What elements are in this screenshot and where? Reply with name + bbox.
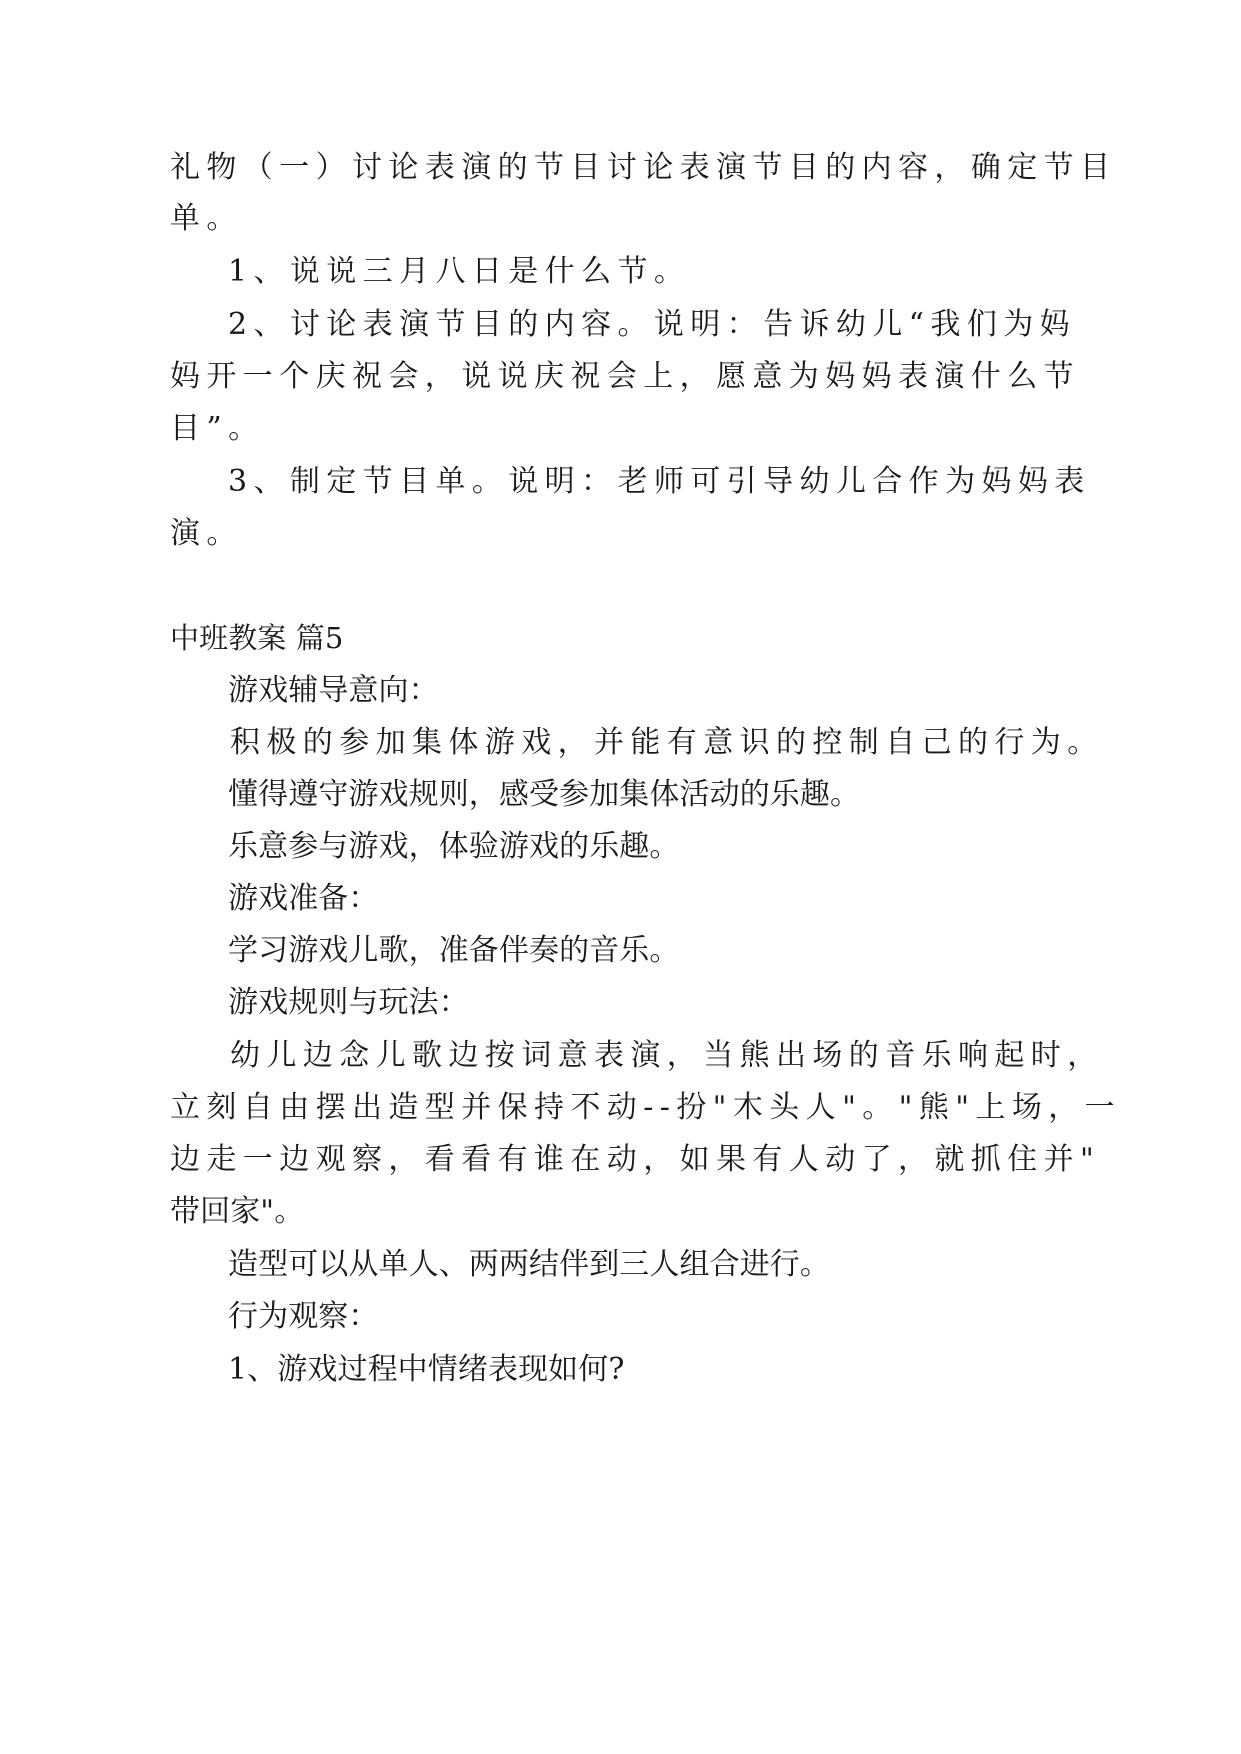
goal-item: 积极的参加集体游戏，并能有意识的控制自己的行为。 bbox=[230, 725, 1104, 760]
list-item: 1、说说三月八日是什么节。 bbox=[228, 254, 691, 289]
paragraph-line: 幼儿边念儿歌边按词意表演，当熊出场的音乐响起时， bbox=[230, 1038, 1104, 1073]
guidance-heading: 游戏辅导意向： bbox=[228, 673, 439, 708]
prep-heading: 游戏准备： bbox=[228, 881, 379, 916]
rules-extra: 造型可以从单人、两两结伴到三人组合进行。 bbox=[228, 1247, 830, 1282]
paragraph-line: 目”。 bbox=[170, 411, 265, 446]
rules-heading: 游戏规则与玩法： bbox=[228, 985, 469, 1020]
section-title: 中班教案 篇5 bbox=[170, 621, 344, 655]
paragraph-line: 带回家"。 bbox=[170, 1194, 305, 1229]
paragraph-line: 立刻自由摆出造型并保持不动--扮"木头人"。"熊"上场，一 bbox=[170, 1090, 1122, 1125]
paragraph-line: 妈开一个庆祝会，说说庆祝会上，愿意为妈妈表演什么节 bbox=[170, 359, 1080, 394]
paragraph-line: 单。 bbox=[170, 201, 243, 236]
list-item: 3、制定节目单。说明：老师可引导幼儿合作为妈妈表 bbox=[228, 464, 1091, 499]
paragraph-line: 演。 bbox=[170, 516, 243, 551]
observe-question: 1、游戏过程中情绪表现如何? bbox=[228, 1352, 625, 1387]
goal-item: 懂得遵守游戏规则，感受参加集体活动的乐趣。 bbox=[228, 777, 861, 812]
paragraph-line: 礼物（一）讨论表演的节目讨论表演节目的内容，确定节目 bbox=[170, 150, 1117, 185]
goal-item: 乐意参与游戏，体验游戏的乐趣。 bbox=[228, 829, 680, 864]
observe-heading: 行为观察： bbox=[228, 1299, 379, 1334]
paragraph-line: 边走一边观察，看看有谁在动，如果有人动了，就抓住并" bbox=[170, 1142, 1101, 1177]
list-item: 2、讨论表演节目的内容。说明：告诉幼儿“我们为妈 bbox=[228, 307, 1077, 342]
prep-text: 学习游戏儿歌，准备伴奏的音乐。 bbox=[228, 933, 680, 968]
